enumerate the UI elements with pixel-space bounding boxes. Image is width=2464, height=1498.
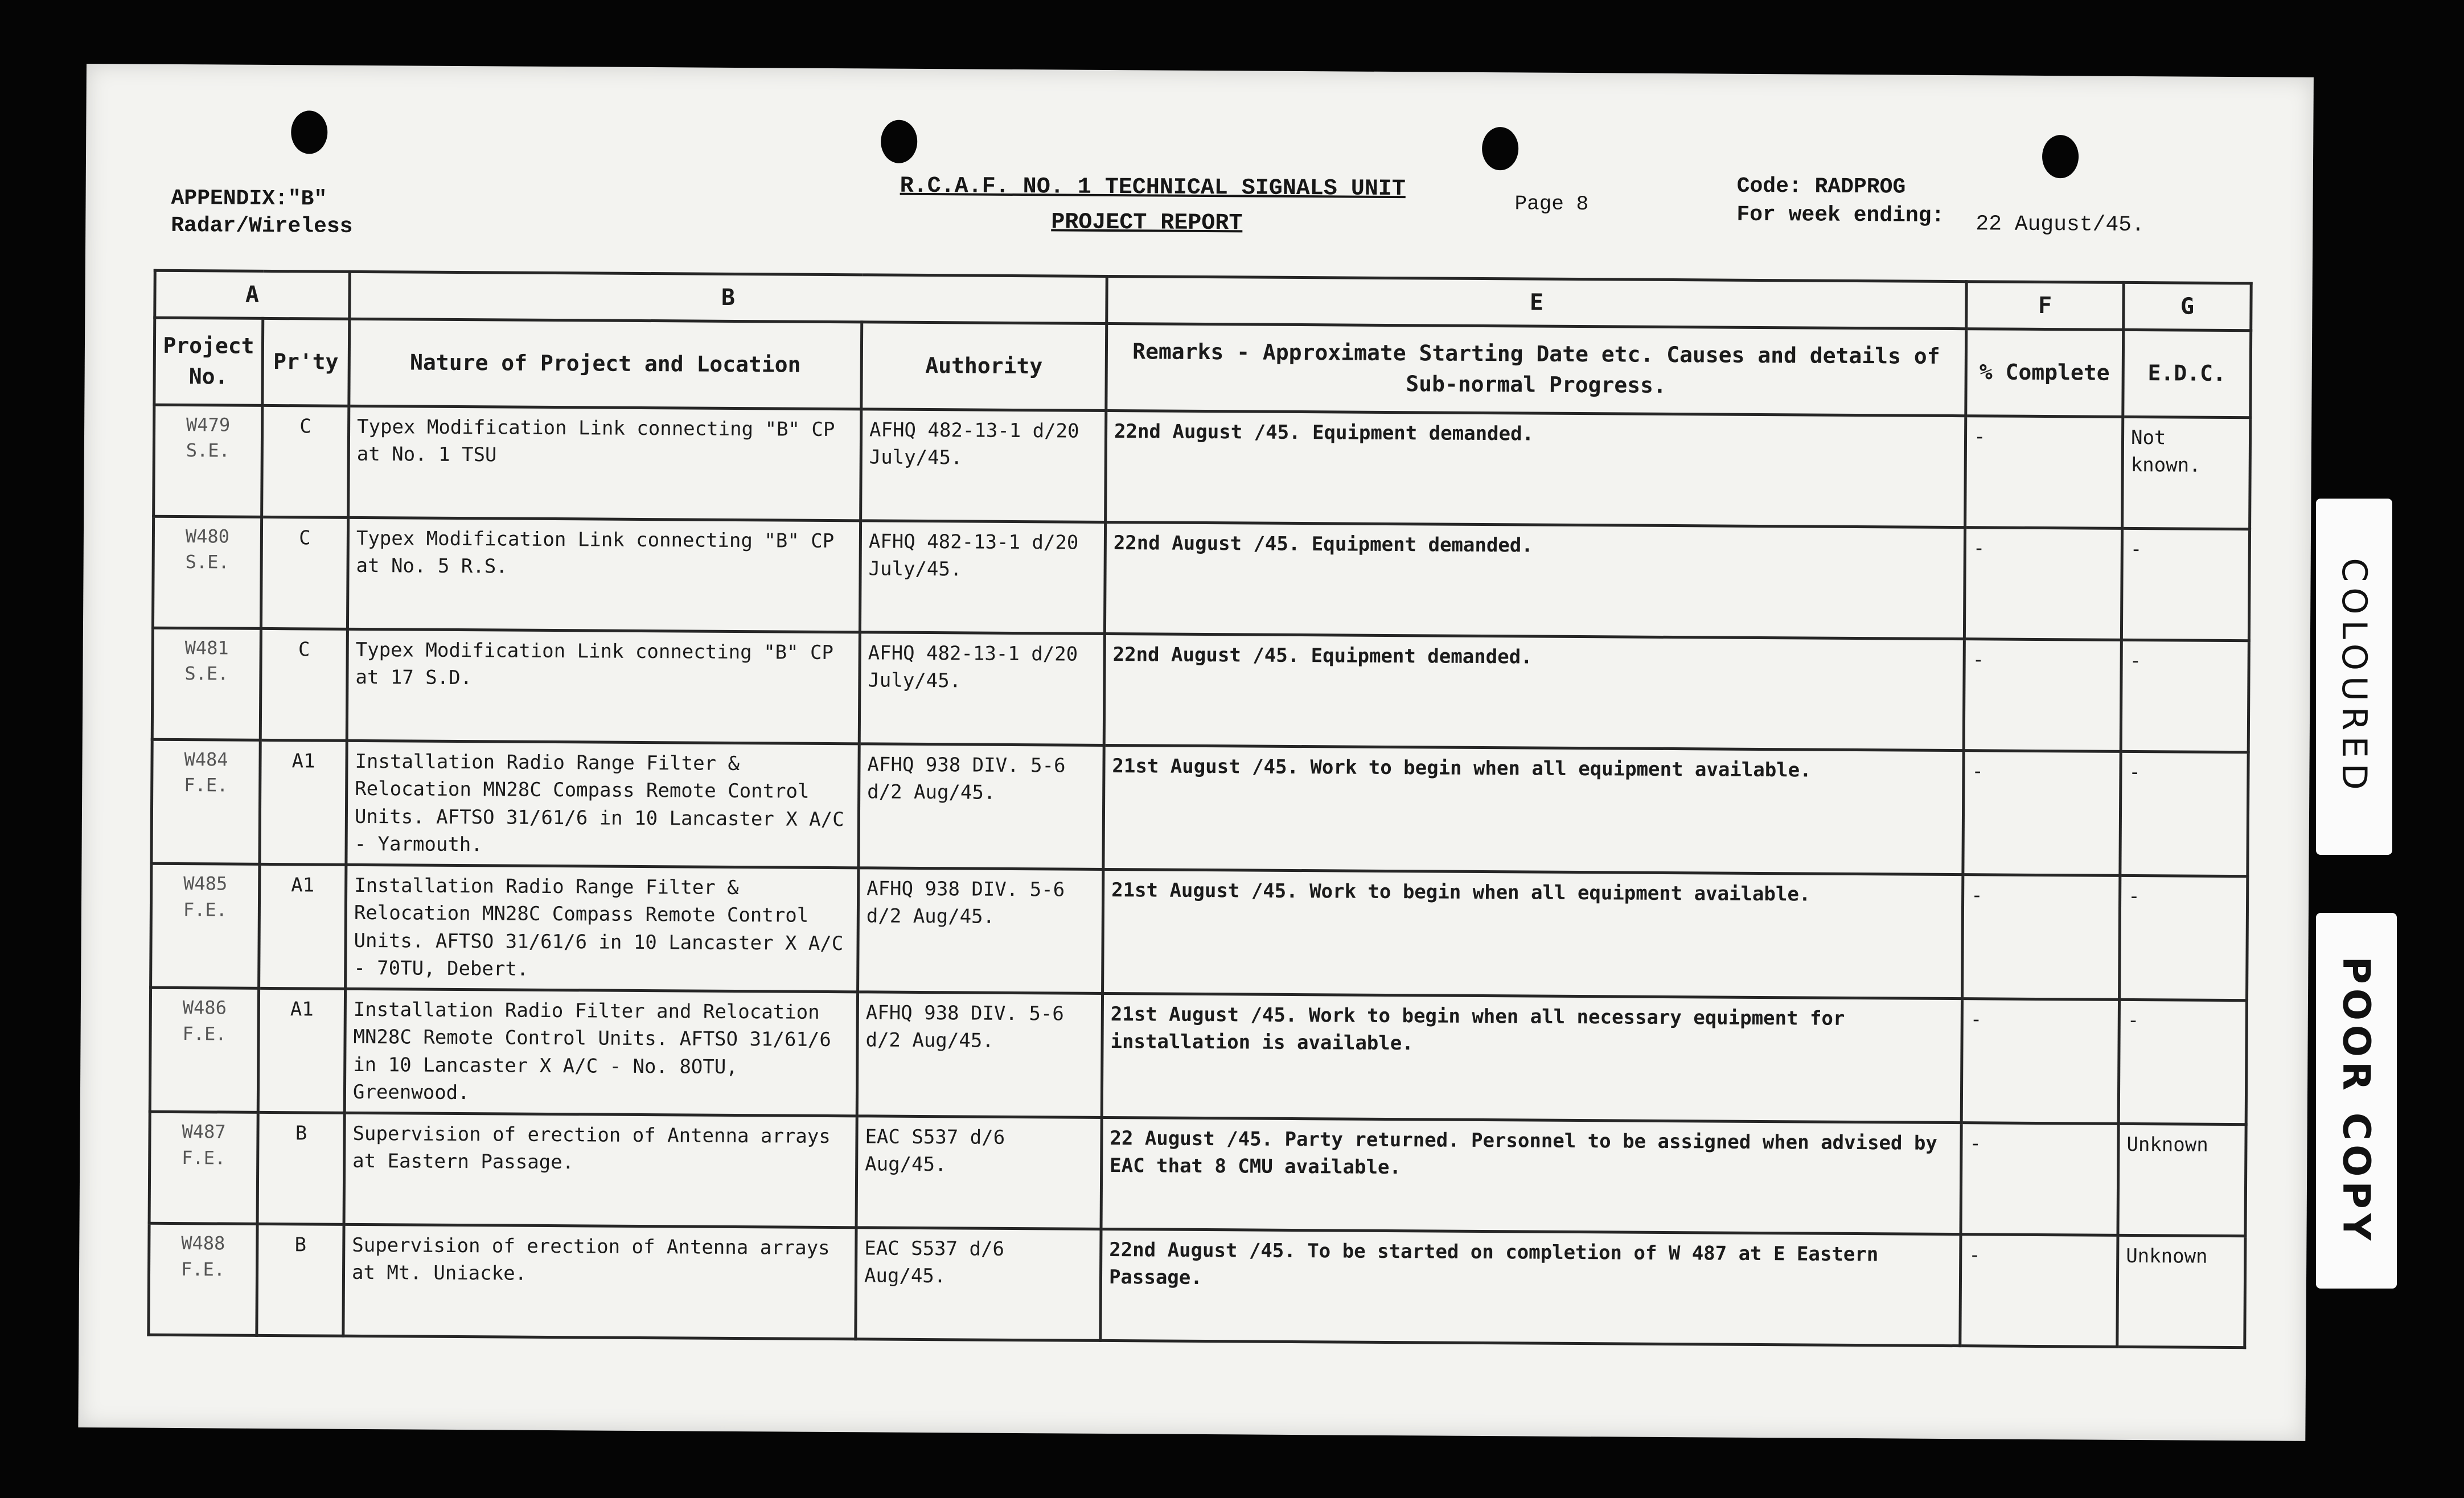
table-row	[154, 405, 2251, 529]
percent-complete: -	[1964, 528, 2122, 640]
table-row	[153, 516, 2249, 640]
percent-complete: -	[1964, 639, 2121, 752]
edc: -	[2120, 875, 2248, 1000]
project-number: W484 F.E.	[151, 739, 260, 864]
percent-complete: -	[1962, 875, 2120, 1000]
authority: AFHQ 482-13-1 d/20 July/45.	[860, 521, 1105, 634]
authority: AFHQ 482-13-1 d/20 July/45.	[861, 409, 1106, 522]
project-number: W486 F.E.	[150, 987, 258, 1112]
percent-complete: -	[1963, 751, 2121, 876]
column-letter: E	[1107, 276, 1966, 328]
remarks: 22nd August /45. Equipment demanded.	[1106, 410, 1966, 527]
authority: EAC S537 d/6 Aug/45.	[856, 1228, 1101, 1341]
table-row	[149, 1112, 2246, 1236]
project-number: W479 S.E.	[154, 405, 262, 517]
percent-complete: -	[1961, 999, 2119, 1124]
remarks: 22nd August /45. To be started on completion of W 487 at E Eastern Passage.	[1100, 1229, 1961, 1346]
poor-copy-label-card	[2316, 913, 2397, 1289]
document-page	[78, 64, 2314, 1441]
project-number: W488 F.E.	[149, 1223, 257, 1335]
project-number: W480 S.E.	[153, 516, 261, 628]
priority: C	[262, 405, 349, 517]
edc: Unknown	[2118, 1124, 2246, 1236]
priority: B	[257, 1224, 344, 1336]
nature-of-project: Typex Modification Link connecting "B" CP at 17 S.D.	[347, 629, 860, 743]
nature-of-project: Supervision of erection of Antenna arrays at Eastern Passage.	[344, 1113, 857, 1227]
remarks: 22 August /45. Party returned. Personnel to be assigned when advised by EAC that 8 CMU available.	[1101, 1118, 1961, 1234]
nature-of-project: Typex Modification Link connecting "B" CP at No. 1 TSU	[348, 406, 861, 520]
punch-hole	[2042, 135, 2079, 178]
priority: B	[257, 1113, 344, 1225]
header-priority: Pr'ty	[262, 318, 350, 406]
priority: A1	[260, 740, 347, 865]
table-row	[149, 1223, 2245, 1347]
table-row	[152, 628, 2249, 752]
punch-hole	[881, 120, 917, 163]
report-title: PROJECT REPORT	[1051, 209, 1243, 237]
unit-title: R.C.A.F. NO. 1 TECHNICAL SIGNALS UNIT	[900, 173, 1406, 203]
edc: Unknown	[2117, 1236, 2245, 1348]
week-ending-label: For week ending:	[1736, 202, 1945, 228]
header-remarks: Remarks - Approximate Starting Date etc. Causes and details of Sub-normal Progress.	[1106, 323, 1966, 415]
nature-of-project: Installation Radio Range Filter & Relocation MN28C Compass Remote Control Units. AFTSO 31/61/6 in 10 Lancaster X A/C - Yarmouth.	[346, 740, 859, 868]
priority: A1	[259, 864, 346, 989]
punch-hole	[291, 110, 327, 154]
header-complete: % Complete	[1966, 329, 2124, 417]
authority: AFHQ 938 DIV. 5-6 d/2 Aug/45.	[857, 992, 1102, 1118]
remarks: 21st August /45. Work to begin when all necessary equipment for installation is available.	[1102, 994, 1962, 1123]
authority: AFHQ 938 DIV. 5-6 d/2 Aug/45.	[858, 868, 1103, 994]
coloured-label-card	[2316, 499, 2392, 855]
priority: C	[260, 628, 347, 740]
page-number: Page 8	[1514, 192, 1589, 216]
header-edc: E.D.C.	[2123, 330, 2251, 417]
edc: -	[2121, 640, 2249, 752]
priority: A1	[258, 989, 345, 1113]
project-number: W487 F.E.	[149, 1112, 258, 1224]
week-ending-value: 22 August/45.	[1976, 212, 2145, 238]
edc: -	[2121, 528, 2249, 640]
nature-of-project: Installation Radio Range Filter & Relocation MN28C Compass Remote Control Units. AFTSO 31/61/6 in 10 Lancaster X A/C - 70TU, Debert.	[346, 865, 859, 992]
authority: EAC S537 d/6 Aug/45.	[856, 1116, 1102, 1229]
remarks: 21st August /45. Work to begin when all equipment available.	[1103, 869, 1963, 998]
header-project-no: Project No.	[154, 318, 263, 405]
percent-complete: -	[1961, 1123, 2118, 1236]
project-number: W481 S.E.	[152, 628, 261, 740]
remarks: 21st August /45. Work to begin when all equipment available.	[1103, 745, 1964, 874]
percent-complete: -	[1960, 1234, 2118, 1347]
table-row	[151, 739, 2248, 876]
column-letter: A	[155, 270, 350, 319]
form-code: Code: RADPROG	[1736, 174, 1906, 200]
priority: C	[261, 517, 348, 629]
authority: AFHQ 482-13-1 d/20 July/45.	[859, 632, 1104, 746]
project-report-table	[147, 269, 2252, 1349]
punch-hole	[1482, 127, 1518, 170]
table-row	[151, 863, 2248, 1001]
header-authority: Authority	[861, 322, 1107, 411]
edc: -	[2118, 999, 2247, 1124]
nature-of-project: Supervision of erection of Antenna arrays at Mt. Uniacke.	[343, 1224, 856, 1339]
poor-copy-label: POOR COPY	[2334, 956, 2379, 1245]
percent-complete: -	[1965, 416, 2123, 529]
column-letter: G	[2124, 282, 2252, 330]
project-number: W485 F.E.	[151, 863, 260, 988]
remarks: 22nd August /45. Equipment demanded.	[1104, 633, 1964, 750]
table-row	[150, 987, 2247, 1125]
nature-of-project: Installation Radio Filter and Relocation MN28C Remote Control Units. AFTSO 31/61/6 in 10 Lancaster X A/C - No. 8OTU, Greenwood.	[344, 989, 857, 1116]
nature-of-project: Typex Modification Link connecting "B" CP at No. 5 R.S.	[347, 517, 860, 632]
column-letter: B	[350, 271, 1107, 323]
remarks: 22nd August /45. Equipment demanded.	[1104, 522, 1965, 639]
authority: AFHQ 938 DIV. 5-6 d/2 Aug/45.	[859, 744, 1104, 870]
column-letter: F	[1966, 282, 2124, 330]
edc: Not known.	[2122, 417, 2251, 529]
coloured-label: COLOURED	[2334, 558, 2374, 796]
header-nature: Nature of Project and Location	[349, 319, 862, 409]
department-label: Radar/Wireless	[171, 213, 353, 239]
edc: -	[2120, 751, 2248, 876]
appendix-label: APPENDIX:"B"	[171, 186, 327, 212]
